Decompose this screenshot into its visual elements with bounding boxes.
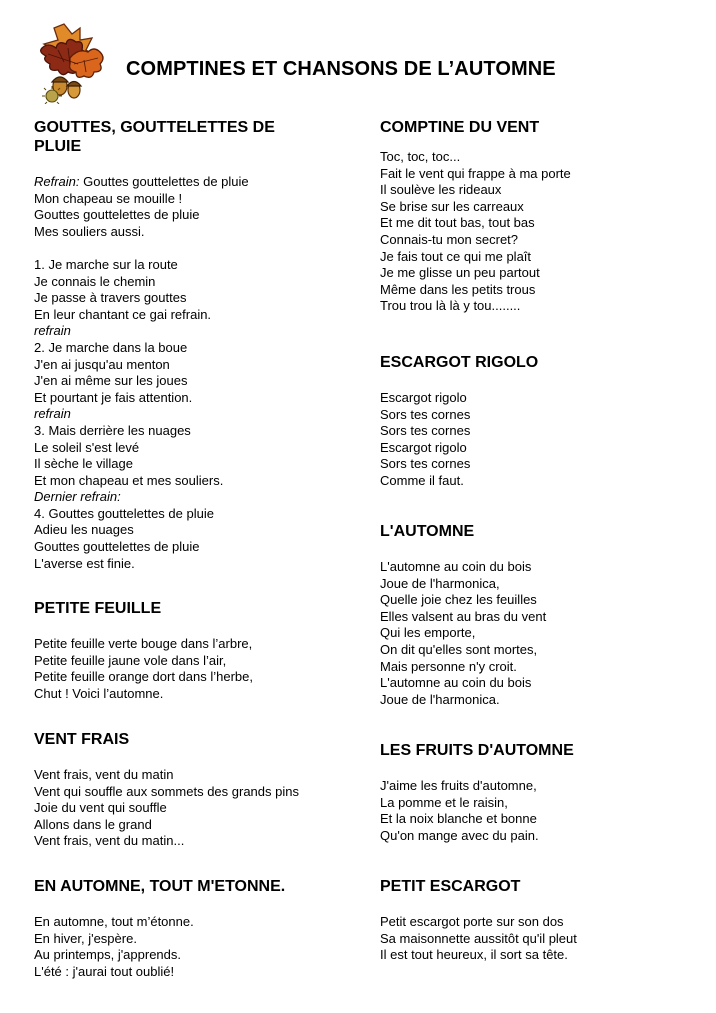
song-title: EN AUTOMNE, TOUT M'ETONNE. xyxy=(34,878,286,895)
lyric-line: Adieu les nuages xyxy=(34,522,134,538)
lyric-line: En automne, tout m’étonne. xyxy=(34,914,194,929)
lyric-line: Elles valsent au bras du vent xyxy=(380,608,547,624)
refrain-label: Refrain: xyxy=(34,174,80,189)
lyric-line: Fait le vent qui frappe à ma porte xyxy=(380,165,571,181)
lyric-line: Gouttes gouttelettes de pluie xyxy=(34,207,200,223)
lyric-line: Escargot rigolo xyxy=(380,439,467,455)
lyric-line: Même dans les petits trous xyxy=(380,281,536,297)
song-lyrics xyxy=(34,767,354,850)
song-lyrics xyxy=(34,174,354,572)
lyric-text: Gouttes gouttelettes de pluie xyxy=(79,174,249,189)
lyric-line: Allons dans le grand xyxy=(34,816,152,832)
lyric-line xyxy=(34,174,354,191)
song-title: COMPTINE DU VENT xyxy=(380,119,540,136)
lyric-line: 1. Je marche sur la route xyxy=(34,256,178,272)
song-vent-frais xyxy=(34,730,354,850)
song-petit-escargot xyxy=(380,877,700,964)
song-lyrics xyxy=(34,636,354,702)
lyric-line: Toc, toc, toc... xyxy=(380,149,461,164)
lyric-line: J'en ai même sur les joues xyxy=(34,373,188,389)
lyric-line: Et me dit tout bas, tout bas xyxy=(380,215,535,231)
lyric-line: Qu'on mange avec du pain. xyxy=(380,827,539,843)
lyric-line: Sa maisonnette aussitôt qu'il pleut xyxy=(380,930,577,946)
lyric-line: L'été : j'aurai tout oublié! xyxy=(34,963,175,979)
page-title: COMPTINES ET CHANSONS DE L’AUTOMNE xyxy=(126,58,556,80)
lyric-line: Sors tes cornes xyxy=(380,456,471,472)
song-gouttes xyxy=(34,118,354,572)
song-l-automne xyxy=(380,522,700,708)
lyric-line: Et mon chapeau et mes souliers. xyxy=(34,472,224,488)
lyric-line: Et la noix blanche et bonne xyxy=(380,811,537,827)
lyric-line: Mon chapeau se mouille ! xyxy=(34,190,183,206)
lyric-line: En hiver, j'espère. xyxy=(34,930,137,946)
lyric-line: Il est tout heureux, il sort sa tête. xyxy=(380,947,568,963)
lyric-line: Je passe à travers gouttes xyxy=(34,290,187,306)
lyric-line: Qui les emporte, xyxy=(380,625,476,641)
song-title: VENT FRAIS xyxy=(34,731,130,748)
refrain-marker: Dernier refrain: xyxy=(34,489,121,505)
song-lyrics xyxy=(34,914,354,980)
lyric-line: Gouttes gouttelettes de pluie xyxy=(34,539,200,555)
lyric-line: On dit qu'elles sont mortes, xyxy=(380,641,538,657)
refrain-marker: refrain xyxy=(34,323,71,339)
lyric-line: Petite feuille verte bouge dans l’arbre, xyxy=(34,636,253,651)
song-title: PETIT ESCARGOT xyxy=(380,878,521,895)
lyric-line: J'en ai jusqu'au menton xyxy=(34,356,170,372)
lyric-line: Vent frais, vent du matin... xyxy=(34,833,185,849)
lyric-line: Sors tes cornes xyxy=(380,406,471,422)
song-comptine-du-vent xyxy=(380,118,700,315)
lyric-line: L'automne au coin du bois xyxy=(380,559,532,574)
song-title: LES FRUITS D'AUTOMNE xyxy=(380,742,574,759)
lyric-line: 2. Je marche dans la boue xyxy=(34,339,188,355)
lyric-line: Joie du vent qui souffle xyxy=(34,800,167,816)
lyric-line: Petite feuille jaune vole dans l’air, xyxy=(34,652,227,668)
song-les-fruits-d-automne xyxy=(380,741,700,844)
lyric-line: Vent frais, vent du matin xyxy=(34,767,174,782)
autumn-leaves-icon xyxy=(34,18,108,104)
lyric-line: Au printemps, j'apprends. xyxy=(34,947,182,963)
lyric-line: Il soulève les rideaux xyxy=(380,182,502,198)
lyric-line: L'automne au coin du bois xyxy=(380,675,532,691)
lyric-line: Joue de l'harmonica. xyxy=(380,691,500,707)
song-petite-feuille xyxy=(34,599,354,702)
lyric-line: Je connais le chemin xyxy=(34,273,156,289)
lyric-line: Et pourtant je fais attention. xyxy=(34,389,193,405)
lyric-line: Vent qui souffle aux sommets des grands pins xyxy=(34,783,299,799)
song-lyrics xyxy=(380,390,700,490)
song-lyrics xyxy=(380,559,700,708)
lyric-line: Chut ! Voici l’automne. xyxy=(34,685,164,701)
refrain-marker: refrain xyxy=(34,406,71,422)
lyric-line: 4. Gouttes gouttelettes de pluie xyxy=(34,505,214,521)
song-title: L'AUTOMNE xyxy=(380,523,475,540)
song-en-automne xyxy=(34,877,354,980)
stanza-gap xyxy=(34,240,354,257)
lyric-line: Mais personne n'y croit. xyxy=(380,658,517,674)
song-title: ESCARGOT RIGOLO xyxy=(380,354,539,371)
lyric-line: Escargot rigolo xyxy=(380,390,467,405)
lyric-line: L'averse est finie. xyxy=(34,555,135,571)
lyric-line: Mes souliers aussi. xyxy=(34,223,145,239)
song-title: GOUTTES, GOUTTELETTES DE PLUIE xyxy=(34,119,275,155)
lyric-line: Trou trou là là y tou........ xyxy=(380,298,521,314)
lyric-line: Quelle joie chez les feuilles xyxy=(380,592,537,608)
lyric-line: Il sèche le village xyxy=(34,456,133,472)
lyric-line: Comme il faut. xyxy=(380,472,464,488)
lyric-line: 3. Mais derrière les nuages xyxy=(34,422,191,438)
lyric-line: Joue de l'harmonica, xyxy=(380,575,500,591)
lyric-line: J'aime les fruits d'automne, xyxy=(380,778,537,793)
song-lyrics xyxy=(380,914,700,964)
lyric-line: La pomme et le raisin, xyxy=(380,794,508,810)
lyric-line: Je fais tout ce qui me plaît xyxy=(380,248,532,264)
lyric-line: Petite feuille orange dort dans l’herbe, xyxy=(34,669,253,685)
lyric-line: Connais-tu mon secret? xyxy=(380,231,519,247)
lyric-line: Petit escargot porte sur son dos xyxy=(380,914,564,929)
lyric-line: Se brise sur les carreaux xyxy=(380,198,524,214)
song-escargot-rigolo xyxy=(380,353,700,490)
song-lyrics xyxy=(380,149,700,315)
song-lyrics xyxy=(380,778,700,844)
lyric-line: Sors tes cornes xyxy=(380,423,471,439)
lyric-line: Le soleil s'est levé xyxy=(34,439,140,455)
song-title: PETITE FEUILLE xyxy=(34,600,162,617)
lyric-line: En leur chantant ce gai refrain. xyxy=(34,306,212,322)
lyric-line: Je me glisse un peu partout xyxy=(380,265,540,281)
